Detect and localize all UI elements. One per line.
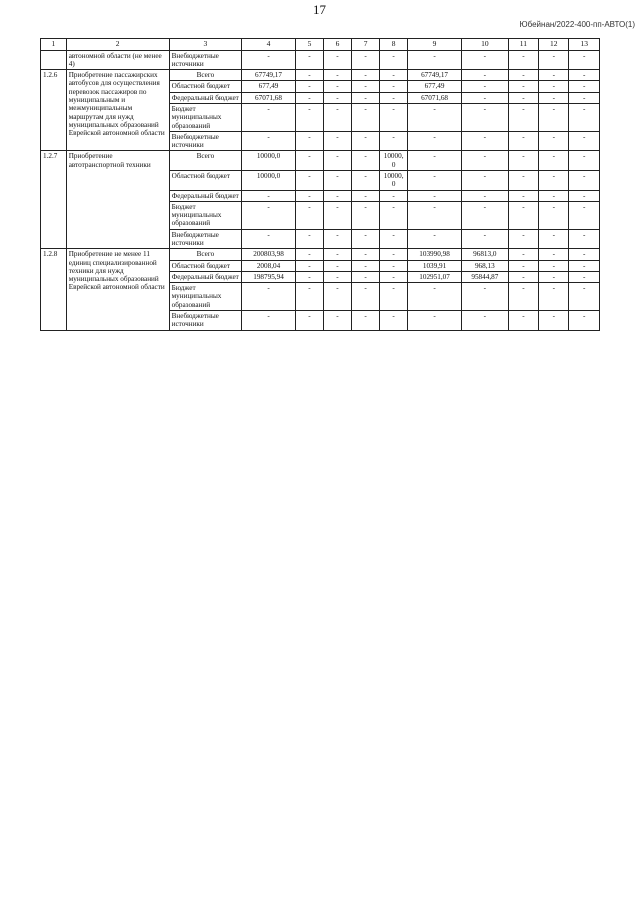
year-col-11: - — [508, 249, 538, 260]
year-col-13: - — [569, 151, 600, 171]
year-col-5: - — [295, 151, 323, 171]
table-row — [41, 70, 600, 81]
year-col-5: - — [295, 171, 323, 191]
year-col-13: - — [569, 131, 600, 151]
year-col-13: - — [569, 50, 600, 70]
year-col-13: - — [569, 310, 600, 330]
year-col-11: - — [508, 81, 538, 92]
year-col-7: - — [352, 50, 380, 70]
year-col-7: - — [352, 271, 380, 282]
year-col-7: - — [352, 92, 380, 103]
year-col-6: - — [323, 104, 351, 132]
year-col-9: 67749,17 — [408, 70, 462, 81]
year-col-7: - — [352, 310, 380, 330]
year-col-11: - — [508, 171, 538, 191]
year-col-8: - — [380, 310, 408, 330]
year-col-8: - — [380, 190, 408, 201]
year-col-10: - — [461, 151, 508, 171]
total-amount: 67749,17 — [242, 70, 296, 81]
header-row — [41, 39, 600, 51]
year-col-9: - — [408, 131, 462, 151]
year-col-12: - — [539, 310, 569, 330]
column-header: 10 — [461, 39, 508, 51]
year-col-5: - — [295, 70, 323, 81]
year-col-11: - — [508, 201, 538, 229]
year-col-12: - — [539, 151, 569, 171]
item-description: автономной области (не менее 4) — [66, 50, 169, 70]
year-col-8: - — [380, 50, 408, 70]
row-number: 1.2.6 — [41, 70, 67, 151]
year-col-5: - — [295, 92, 323, 103]
funding-source: Бюджет муниципальных образований — [169, 201, 242, 229]
column-header: 13 — [569, 39, 600, 51]
year-col-9: 677,49 — [408, 81, 462, 92]
year-col-13: - — [569, 70, 600, 81]
total-amount: - — [242, 50, 296, 70]
year-col-11: - — [508, 92, 538, 103]
year-col-6: - — [323, 271, 351, 282]
year-col-7: - — [352, 283, 380, 311]
funding-source: Федеральный бюджет — [169, 190, 242, 201]
row-number — [41, 50, 67, 70]
column-header: 8 — [380, 39, 408, 51]
year-col-5: - — [295, 104, 323, 132]
budget-table — [40, 38, 600, 331]
year-col-10: - — [461, 104, 508, 132]
year-col-5: - — [295, 190, 323, 201]
funding-source: Бюджет муниципальных образований — [169, 104, 242, 132]
year-col-5: - — [295, 229, 323, 249]
year-col-13: - — [569, 81, 600, 92]
year-col-12: - — [539, 283, 569, 311]
total-amount: 67071,68 — [242, 92, 296, 103]
column-header: 4 — [242, 39, 296, 51]
year-col-6: - — [323, 249, 351, 260]
funding-source: Внебюджетные источники — [169, 50, 242, 70]
year-col-9: - — [408, 190, 462, 201]
year-col-5: - — [295, 131, 323, 151]
year-col-8: - — [380, 249, 408, 260]
year-col-12: - — [539, 104, 569, 132]
year-col-5: - — [295, 201, 323, 229]
year-col-9: - — [408, 229, 462, 249]
funding-source: Бюджет муниципальных образований — [169, 283, 242, 311]
funding-source: Федеральный бюджет — [169, 271, 242, 282]
year-col-9: 1039,91 — [408, 260, 462, 271]
year-col-6: - — [323, 310, 351, 330]
year-col-7: - — [352, 190, 380, 201]
year-col-11: - — [508, 151, 538, 171]
year-col-13: - — [569, 190, 600, 201]
year-col-11: - — [508, 310, 538, 330]
year-col-9: 102951,07 — [408, 271, 462, 282]
year-col-7: - — [352, 81, 380, 92]
year-col-12: - — [539, 271, 569, 282]
table-row — [41, 249, 600, 260]
year-col-8: 10000,0 — [380, 171, 408, 191]
total-amount: - — [242, 104, 296, 132]
year-col-9: - — [408, 171, 462, 191]
year-col-6: - — [323, 283, 351, 311]
year-col-10: 96813,0 — [461, 249, 508, 260]
year-col-11: - — [508, 271, 538, 282]
year-col-11: - — [508, 190, 538, 201]
total-amount: 200803,98 — [242, 249, 296, 260]
column-header: 1 — [41, 39, 67, 51]
year-col-8: - — [380, 271, 408, 282]
funding-source: Внебюджетные источники — [169, 310, 242, 330]
year-col-13: - — [569, 283, 600, 311]
year-col-12: - — [539, 201, 569, 229]
column-header: 9 — [408, 39, 462, 51]
year-col-5: - — [295, 249, 323, 260]
year-col-11: - — [508, 131, 538, 151]
year-col-13: - — [569, 201, 600, 229]
year-col-10: - — [461, 190, 508, 201]
total-amount: - — [242, 201, 296, 229]
funding-source: Всего — [169, 70, 242, 81]
year-col-7: - — [352, 104, 380, 132]
funding-source: Внебюджетные источники — [169, 229, 242, 249]
total-amount: - — [242, 229, 296, 249]
year-col-12: - — [539, 171, 569, 191]
year-col-9: - — [408, 151, 462, 171]
year-col-10: - — [461, 283, 508, 311]
year-col-11: - — [508, 260, 538, 271]
year-col-8: - — [380, 70, 408, 81]
year-col-9: - — [408, 104, 462, 132]
year-col-13: - — [569, 229, 600, 249]
total-amount: 10000,0 — [242, 151, 296, 171]
year-col-12: - — [539, 81, 569, 92]
year-col-8: - — [380, 104, 408, 132]
year-col-5: - — [295, 283, 323, 311]
table-row — [41, 151, 600, 171]
total-amount: - — [242, 131, 296, 151]
year-col-6: - — [323, 70, 351, 81]
year-col-13: - — [569, 92, 600, 103]
funding-source: Областной бюджет — [169, 260, 242, 271]
year-col-7: - — [352, 260, 380, 271]
year-col-10: - — [461, 70, 508, 81]
year-col-6: - — [323, 201, 351, 229]
year-col-9: - — [408, 283, 462, 311]
year-col-5: - — [295, 260, 323, 271]
year-col-8: - — [380, 131, 408, 151]
year-col-6: - — [323, 131, 351, 151]
year-col-5: - — [295, 310, 323, 330]
year-col-10: - — [461, 92, 508, 103]
year-col-10: 95844,87 — [461, 271, 508, 282]
year-col-13: - — [569, 260, 600, 271]
year-col-10: - — [461, 201, 508, 229]
page-number: 17 — [313, 2, 326, 17]
row-number: 1.2.8 — [41, 249, 67, 330]
year-col-13: - — [569, 249, 600, 260]
year-col-10: - — [461, 310, 508, 330]
year-col-6: - — [323, 81, 351, 92]
year-col-7: - — [352, 131, 380, 151]
funding-source: Федеральный бюджет — [169, 92, 242, 103]
year-col-6: - — [323, 50, 351, 70]
year-col-12: - — [539, 249, 569, 260]
total-amount: 198795,94 — [242, 271, 296, 282]
year-col-13: - — [569, 171, 600, 191]
funding-source: Областной бюджет — [169, 171, 242, 191]
row-number: 1.2.7 — [41, 151, 67, 249]
total-amount: 677,49 — [242, 81, 296, 92]
year-col-8: - — [380, 283, 408, 311]
year-col-10: - — [461, 171, 508, 191]
year-col-7: - — [352, 70, 380, 81]
year-col-9: - — [408, 310, 462, 330]
column-header: 6 — [323, 39, 351, 51]
year-col-11: - — [508, 70, 538, 81]
column-header: 7 — [352, 39, 380, 51]
year-col-12: - — [539, 70, 569, 81]
table-row — [41, 50, 600, 70]
total-amount: 10000,0 — [242, 171, 296, 191]
year-col-13: - — [569, 104, 600, 132]
column-header: 2 — [66, 39, 169, 51]
year-col-6: - — [323, 260, 351, 271]
year-col-10: - — [461, 229, 508, 249]
table-body — [41, 50, 600, 330]
document-code: Юбейнан/2022-400-пп-АВТО(1) — [519, 20, 635, 29]
year-col-12: - — [539, 260, 569, 271]
year-col-5: - — [295, 50, 323, 70]
total-amount: - — [242, 310, 296, 330]
year-col-8: - — [380, 229, 408, 249]
year-col-8: - — [380, 201, 408, 229]
total-amount: - — [242, 190, 296, 201]
year-col-6: - — [323, 171, 351, 191]
year-col-9: - — [408, 50, 462, 70]
funding-source: Всего — [169, 249, 242, 260]
year-col-9: - — [408, 201, 462, 229]
year-col-10: - — [461, 50, 508, 70]
year-col-10: 968,13 — [461, 260, 508, 271]
item-description: Приобретение пассажирских автобусов для осуществления перевозок пассажиров по муниципальным и межмуниципальным маршрутам для нужд муниципальных образований Еврейской автономной области — [66, 70, 169, 151]
year-col-9: 67071,68 — [408, 92, 462, 103]
year-col-11: - — [508, 283, 538, 311]
column-header: 11 — [508, 39, 538, 51]
year-col-5: - — [295, 81, 323, 92]
year-col-11: - — [508, 50, 538, 70]
year-col-12: - — [539, 131, 569, 151]
item-description: Приобретение не менее 11 единиц специализированной техники для нужд муниципальных образований Еврейской автономной области — [66, 249, 169, 330]
total-amount: - — [242, 283, 296, 311]
year-col-12: - — [539, 190, 569, 201]
year-col-13: - — [569, 271, 600, 282]
year-col-7: - — [352, 151, 380, 171]
year-col-7: - — [352, 171, 380, 191]
year-col-7: - — [352, 229, 380, 249]
funding-source: Областной бюджет — [169, 81, 242, 92]
year-col-10: - — [461, 131, 508, 151]
column-header: 3 — [169, 39, 242, 51]
year-col-6: - — [323, 190, 351, 201]
budget-table-container — [40, 38, 600, 331]
year-col-10: - — [461, 81, 508, 92]
year-col-8: - — [380, 92, 408, 103]
column-header: 5 — [295, 39, 323, 51]
column-header: 12 — [539, 39, 569, 51]
year-col-11: - — [508, 229, 538, 249]
year-col-12: - — [539, 92, 569, 103]
year-col-9: 103990,98 — [408, 249, 462, 260]
year-col-12: - — [539, 229, 569, 249]
year-col-8: - — [380, 81, 408, 92]
funding-source: Всего — [169, 151, 242, 171]
year-col-6: - — [323, 151, 351, 171]
total-amount: 2008,04 — [242, 260, 296, 271]
year-col-6: - — [323, 92, 351, 103]
year-col-11: - — [508, 104, 538, 132]
item-description: Приобретение автотранспортной техники — [66, 151, 169, 249]
year-col-7: - — [352, 249, 380, 260]
year-col-12: - — [539, 50, 569, 70]
funding-source: Внебюджетные источники — [169, 131, 242, 151]
year-col-6: - — [323, 229, 351, 249]
year-col-7: - — [352, 201, 380, 229]
year-col-8: - — [380, 260, 408, 271]
year-col-5: - — [295, 271, 323, 282]
year-col-8: 10000,0 — [380, 151, 408, 171]
